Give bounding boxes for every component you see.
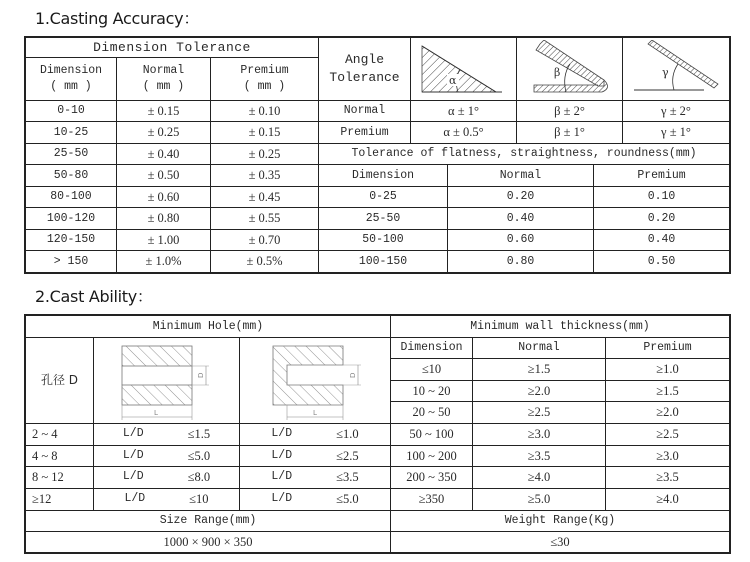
through-hole-cell: L/D ≤1.5 (93, 423, 240, 446)
premium-cell: 0.50 (593, 250, 730, 273)
wall-header-premium: Premium (605, 337, 730, 359)
size-range-label: Size Range(mm) (25, 510, 391, 532)
svg-text:L: L (153, 408, 158, 417)
dimension-cell: 100-150 (318, 250, 448, 273)
angle-tolerance-label: Angle Tolerance (318, 37, 411, 101)
hole-d-cell: 8 ~ 12 (25, 466, 94, 489)
dimension-cell: > 150 (25, 250, 117, 273)
dimension-cell: 25-50 (25, 143, 117, 165)
premium-cell: ≥1.5 (605, 380, 730, 402)
normal-cell: ± 0.15 (116, 100, 211, 122)
grade-cell: Normal (318, 100, 411, 122)
normal-cell: ± 0.80 (116, 207, 211, 230)
beta-angle-diagram-icon (520, 40, 620, 98)
dimension-cell: ≥350 (390, 488, 473, 511)
blind-hole-diagram-icon (243, 340, 388, 422)
dimension-tolerance-title: Dimension Tolerance (25, 37, 319, 58)
dimension-cell: 10 ~ 20 (390, 380, 473, 402)
normal-cell: ± 0.40 (116, 143, 211, 165)
through-hole-diagram-cell (93, 337, 240, 424)
normal-cell: ≥3.0 (472, 423, 606, 446)
premium-cell: ≥3.0 (605, 445, 730, 467)
premium-cell: ± 0.55 (210, 207, 319, 230)
alpha-angle-diagram-icon (414, 40, 514, 98)
normal-cell: 0.40 (447, 207, 594, 230)
svg-text:β: β (553, 66, 560, 79)
normal-cell: ≥5.0 (472, 488, 606, 511)
dimension-cell: 50 ~ 100 (390, 423, 473, 446)
weight-range-label: Weight Range(Kg) (390, 510, 730, 532)
premium-cell: ± 0.35 (210, 164, 319, 187)
dimension-cell: 50-100 (318, 229, 448, 251)
minimum-hole-title: Minimum Hole(mm) (25, 315, 391, 338)
dimension-cell: 80-100 (25, 186, 117, 208)
flatness-header-premium: Premium (593, 164, 730, 187)
gamma-cell: γ ± 2° (622, 100, 730, 122)
normal-cell: ≥2.0 (472, 380, 606, 402)
gamma-angle-diagram-cell (622, 37, 730, 101)
dimension-cell: 0-10 (25, 100, 117, 122)
premium-cell: 0.40 (593, 229, 730, 251)
section2-heading: 2.Cast Ability： (35, 287, 153, 306)
normal-cell: ≥1.5 (472, 358, 606, 381)
premium-cell: ± 0.5% (210, 250, 319, 273)
hole-d-cell: 2 ~ 4 (25, 423, 94, 446)
premium-cell: ± 0.70 (210, 229, 319, 251)
weight-range-value: ≤30 (390, 531, 730, 553)
premium-cell: ≥4.0 (605, 488, 730, 511)
premium-cell: ≥2.0 (605, 401, 730, 424)
gamma-angle-diagram-icon (626, 40, 726, 98)
wall-header-dimension: Dimension (390, 337, 473, 359)
premium-cell: ≥2.5 (605, 423, 730, 446)
flatness-header-normal: Normal (447, 164, 594, 187)
alpha-cell: α ± 0.5° (410, 121, 517, 144)
svg-text:α: α (448, 74, 456, 87)
beta-cell: β ± 1° (516, 121, 623, 144)
blind-hole-diagram-cell (239, 337, 391, 424)
dimension-cell: 100 ~ 200 (390, 445, 473, 467)
normal-cell: ≥4.0 (472, 466, 606, 489)
dimension-cell: 20 ~ 50 (390, 401, 473, 424)
flatness-title: Tolerance of flatness, straightness, roundness(mm) (318, 143, 730, 165)
blind-hole-cell: L/D ≤2.5 (239, 445, 391, 467)
blind-hole-cell: L/D ≤3.5 (239, 466, 391, 489)
dimension-cell: 200 ~ 350 (390, 466, 473, 489)
through-hole-diagram-icon (97, 340, 237, 422)
through-hole-cell: L/D ≤10 (93, 488, 240, 511)
premium-cell: 0.20 (593, 207, 730, 230)
normal-cell: 0.60 (447, 229, 594, 251)
premium-cell: ≥1.0 (605, 358, 730, 381)
normal-cell: ± 0.25 (116, 121, 211, 144)
col-header-dimension: Dimension ( mm ) (25, 57, 117, 101)
flatness-header-dimension: Dimension (318, 164, 448, 187)
premium-cell: ± 0.15 (210, 121, 319, 144)
dimension-cell: 10-25 (25, 121, 117, 144)
premium-cell: ± 0.10 (210, 100, 319, 122)
alpha-angle-diagram-cell (410, 37, 517, 101)
svg-text:D: D (348, 372, 357, 378)
normal-cell: ± 1.0% (116, 250, 211, 273)
col-header-premium: Premium ( mm ) (210, 57, 319, 101)
alpha-cell: α ± 1° (410, 100, 517, 122)
beta-cell: β ± 2° (516, 100, 623, 122)
normal-cell: 0.20 (447, 186, 594, 208)
normal-cell: ≥3.5 (472, 445, 606, 467)
blind-hole-cell: L/D ≤5.0 (239, 488, 391, 511)
dimension-cell: 50-80 (25, 164, 117, 187)
premium-cell: ± 0.25 (210, 143, 319, 165)
gamma-cell: γ ± 1° (622, 121, 730, 144)
dimension-cell: 120-150 (25, 229, 117, 251)
dimension-cell: 100-120 (25, 207, 117, 230)
svg-text:γ: γ (662, 66, 669, 79)
premium-cell: ≥3.5 (605, 466, 730, 489)
beta-angle-diagram-cell (516, 37, 623, 101)
hole-d-cell: 4 ~ 8 (25, 445, 94, 467)
hole-diameter-label: 孔径 D (25, 337, 94, 424)
size-range-value: 1000 × 900 × 350 (25, 531, 391, 553)
dimension-cell: 0-25 (318, 186, 448, 208)
normal-cell: ± 0.60 (116, 186, 211, 208)
dimension-cell: 25-50 (318, 207, 448, 230)
svg-text:D: D (196, 372, 205, 378)
normal-cell: ≥2.5 (472, 401, 606, 424)
svg-text:L: L (312, 408, 317, 417)
wall-header-normal: Normal (472, 337, 606, 359)
normal-cell: 0.80 (447, 250, 594, 273)
premium-cell: 0.10 (593, 186, 730, 208)
dimension-cell: ≤10 (390, 358, 473, 381)
minimum-wall-title: Minimum wall thickness(mm) (390, 315, 730, 338)
normal-cell: ± 1.00 (116, 229, 211, 251)
section1-heading: 1.Casting Accuracy： (35, 9, 200, 28)
normal-cell: ± 0.50 (116, 164, 211, 187)
through-hole-cell: L/D ≤8.0 (93, 466, 240, 489)
hole-d-cell: ≥12 (25, 488, 94, 511)
blind-hole-cell: L/D ≤1.0 (239, 423, 391, 446)
through-hole-cell: L/D ≤5.0 (93, 445, 240, 467)
premium-cell: ± 0.45 (210, 186, 319, 208)
col-header-normal: Normal ( mm ) (116, 57, 211, 101)
grade-cell: Premium (318, 121, 411, 144)
